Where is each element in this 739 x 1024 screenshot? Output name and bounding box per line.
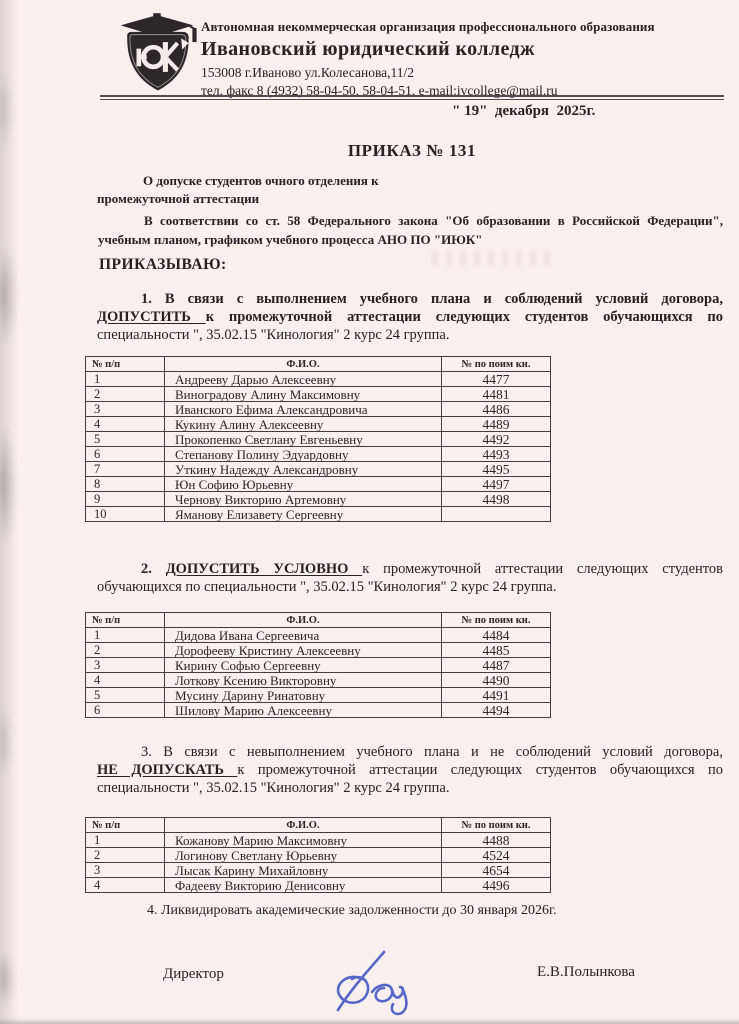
record-number-cell: 4654 xyxy=(442,863,551,878)
scan-artifact xyxy=(432,250,552,266)
not-admitted-students-table xyxy=(85,817,551,893)
student-name-cell: Прокопенко Светлану Евгеньевну xyxy=(165,432,442,447)
letterhead xyxy=(201,19,729,101)
student-name-cell: Чернову Викторию Артемовну xyxy=(165,492,442,507)
column-header: № п/п xyxy=(86,818,165,833)
row-number-cell: 1 xyxy=(86,372,165,387)
table-row xyxy=(86,688,551,703)
table-row xyxy=(86,507,551,522)
column-header: Ф.И.О. xyxy=(165,613,442,628)
student-name-cell: Дорофееву Кристину Алексеевну xyxy=(165,643,442,658)
org-type-line: Автономная некоммерческая организация профессионального образования xyxy=(201,19,655,34)
decree-word: ПРИКАЗЫВАЮ: xyxy=(99,256,227,273)
student-name-cell: Дидова Ивана Сергеевича xyxy=(165,628,442,643)
column-header: № по поим кн. xyxy=(442,818,551,833)
row-number-cell: 6 xyxy=(86,447,165,462)
record-number-cell: 4494 xyxy=(442,703,551,718)
record-number-cell: 4486 xyxy=(442,402,551,417)
table-header-row xyxy=(86,613,551,628)
record-number-cell xyxy=(442,507,551,522)
student-name-cell: Лоткову Ксению Викторовну xyxy=(165,673,442,688)
student-name-cell: Яманову Елизавету Сергеевну xyxy=(165,507,442,522)
row-number-cell: 3 xyxy=(86,402,165,417)
row-number-cell: 4 xyxy=(86,417,165,432)
text-line: специальности ", 35.02.15 "Кинология" 2 курс 24 группа. xyxy=(97,780,450,796)
text-line: 3. В связи с невыполнением учебного плана и не соблюдений условий договора, xyxy=(141,744,723,760)
row-number-cell: 5 xyxy=(86,432,165,447)
row-number-cell: 10 xyxy=(86,507,165,522)
order-item-3 xyxy=(97,743,723,797)
table-row xyxy=(86,628,551,643)
table-row xyxy=(86,863,551,878)
student-name-cell: Андрееву Дарью Алексеевну xyxy=(165,372,442,387)
column-header: № по поим кн. xyxy=(442,613,551,628)
column-header: № по поим кн. xyxy=(442,357,551,372)
text-line: учебным планом, графиком учебного процесса АНО ПО "ИЮК" xyxy=(98,232,483,247)
record-number-cell: 4497 xyxy=(442,477,551,492)
table-row xyxy=(86,477,551,492)
table-row xyxy=(86,878,551,893)
record-number-cell: 4481 xyxy=(442,387,551,402)
record-number-cell: 4488 xyxy=(442,833,551,848)
column-header: Ф.И.О. xyxy=(165,818,442,833)
record-number-cell: 4496 xyxy=(442,878,551,893)
record-number-cell: 4524 xyxy=(442,848,551,863)
scan-artifact xyxy=(0,418,16,553)
student-name-cell: Логинову Светлану Юрьевну xyxy=(165,848,442,863)
column-header: № п/п xyxy=(86,613,165,628)
table-row xyxy=(86,703,551,718)
row-number-cell: 2 xyxy=(86,643,165,658)
scan-artifact xyxy=(0,700,12,785)
row-number-cell: 1 xyxy=(86,833,165,848)
text-line: промежуточной аттестации xyxy=(97,191,260,206)
signer-role: Директор xyxy=(163,966,224,982)
handwritten-signature xyxy=(322,942,452,1024)
record-number-cell: 4485 xyxy=(442,643,551,658)
table-row xyxy=(86,492,551,507)
row-number-cell: 9 xyxy=(86,492,165,507)
text-line: специальности ", 35.02.15 "Кинология" 2 курс 24 группа. xyxy=(97,327,450,343)
order-date: " 19" декабря 2025г. xyxy=(452,103,596,119)
column-header: № п/п xyxy=(86,357,165,372)
student-name-cell: Фадееву Викторию Денисовну xyxy=(165,878,442,893)
admitted-students-table xyxy=(85,356,551,522)
table-header-row xyxy=(86,357,551,372)
text-line: 4. Ликвидировать академические задолженности до 30 января 2026г. xyxy=(147,903,557,918)
conditionally-admitted-students-table xyxy=(85,612,551,718)
record-number-cell: 4477 xyxy=(442,372,551,387)
row-number-cell: 4 xyxy=(86,878,165,893)
row-number-cell: 3 xyxy=(86,658,165,673)
org-contacts: тел, факс 8 (4932) 58-04-50, 58-04-51, e-mail:ivcollege@mail.ru xyxy=(201,83,558,98)
student-name-cell: Уткину Надежду Александровну xyxy=(165,462,442,477)
student-name-cell: Мусину Дарину Ринатовну xyxy=(165,688,442,703)
letterhead-divider xyxy=(100,95,724,100)
table-row xyxy=(86,402,551,417)
student-name-cell: Иванского Ефима Александровича xyxy=(165,402,442,417)
table-row xyxy=(86,462,551,477)
text-line: обучающихся по специальности ", 35.02.15 "Кинология" 2 курс 24 группа. xyxy=(97,579,557,595)
row-number-cell: 8 xyxy=(86,477,165,492)
scan-artifact xyxy=(0,948,15,1010)
student-name-cell: Лысак Карину Михайловну xyxy=(165,863,442,878)
table-row xyxy=(86,848,551,863)
record-number-cell: 4492 xyxy=(442,432,551,447)
record-number-cell: 4487 xyxy=(442,658,551,673)
row-number-cell: 6 xyxy=(86,703,165,718)
table-row xyxy=(86,387,551,402)
record-number-cell: 4489 xyxy=(442,417,551,432)
record-number-cell: 4498 xyxy=(442,492,551,507)
row-number-cell: 4 xyxy=(86,673,165,688)
record-number-cell: 4493 xyxy=(442,447,551,462)
record-number-cell: 4495 xyxy=(442,462,551,477)
student-name-cell: Степанову Полину Эдуардовну xyxy=(165,447,442,462)
student-name-cell: Кирину Софью Сергеевну xyxy=(165,658,442,673)
table-row xyxy=(86,643,551,658)
student-name-cell: Виноградову Алину Максимовну xyxy=(165,387,442,402)
order-item-2 xyxy=(97,560,723,596)
table-row xyxy=(86,833,551,848)
student-name-cell: Кожанову Марию Максимовну xyxy=(165,833,442,848)
student-name-cell: Юн Софию Юрьевну xyxy=(165,477,442,492)
row-number-cell: 3 xyxy=(86,863,165,878)
column-header: Ф.И.О. xyxy=(165,357,442,372)
scan-artifact xyxy=(0,238,18,353)
table-row xyxy=(86,447,551,462)
order-item-4 xyxy=(97,902,723,920)
row-number-cell: 2 xyxy=(86,387,165,402)
org-address: 153008 г.Иваново ул.Колесанова,11/2 xyxy=(201,65,415,80)
order-title: ПРИКАЗ № 131 xyxy=(347,141,477,160)
text-line: 1. В связи с выполнением учебного плана и соблюдений условий договора, xyxy=(141,291,723,307)
table-row xyxy=(86,432,551,447)
text-line: О допуске студентов очного отделения к xyxy=(143,173,379,188)
table-header-row xyxy=(86,818,551,833)
text-line: ДОПУСТИТЬ к промежуточной аттестации следующих студентов обучающихся по xyxy=(97,309,724,325)
row-number-cell: 7 xyxy=(86,462,165,477)
table-row xyxy=(86,658,551,673)
text-line: НЕ ДОПУСКАТЬ к промежуточной аттестации следующих студентов обучающихся по xyxy=(97,762,723,778)
row-number-cell: 2 xyxy=(86,848,165,863)
table-row xyxy=(86,417,551,432)
row-number-cell: 1 xyxy=(86,628,165,643)
record-number-cell: 4490 xyxy=(442,673,551,688)
order-item-1 xyxy=(97,290,723,344)
scan-artifact xyxy=(0,62,13,157)
record-number-cell: 4491 xyxy=(442,688,551,703)
college-logo-icon xyxy=(116,10,198,104)
table-row xyxy=(86,372,551,387)
signer-name: Е.В.Полынкова xyxy=(537,964,635,980)
order-subject xyxy=(97,172,527,208)
order-preamble xyxy=(98,211,723,249)
text-line: В соответствии со ст. 58 Федерального закона "Об образовании в Российской Федерации", xyxy=(144,213,723,228)
org-name: Ивановский юридический колледж xyxy=(201,38,535,60)
table-row xyxy=(86,673,551,688)
student-name-cell: Кукину Алину Алексеевну xyxy=(165,417,442,432)
student-name-cell: Шилову Марию Алексеевну xyxy=(165,703,442,718)
row-number-cell: 5 xyxy=(86,688,165,703)
text-line: 2. ДОПУСТИТЬ УСЛОВНО к промежуточной аттестации следующих студентов xyxy=(141,561,724,577)
record-number-cell: 4484 xyxy=(442,628,551,643)
